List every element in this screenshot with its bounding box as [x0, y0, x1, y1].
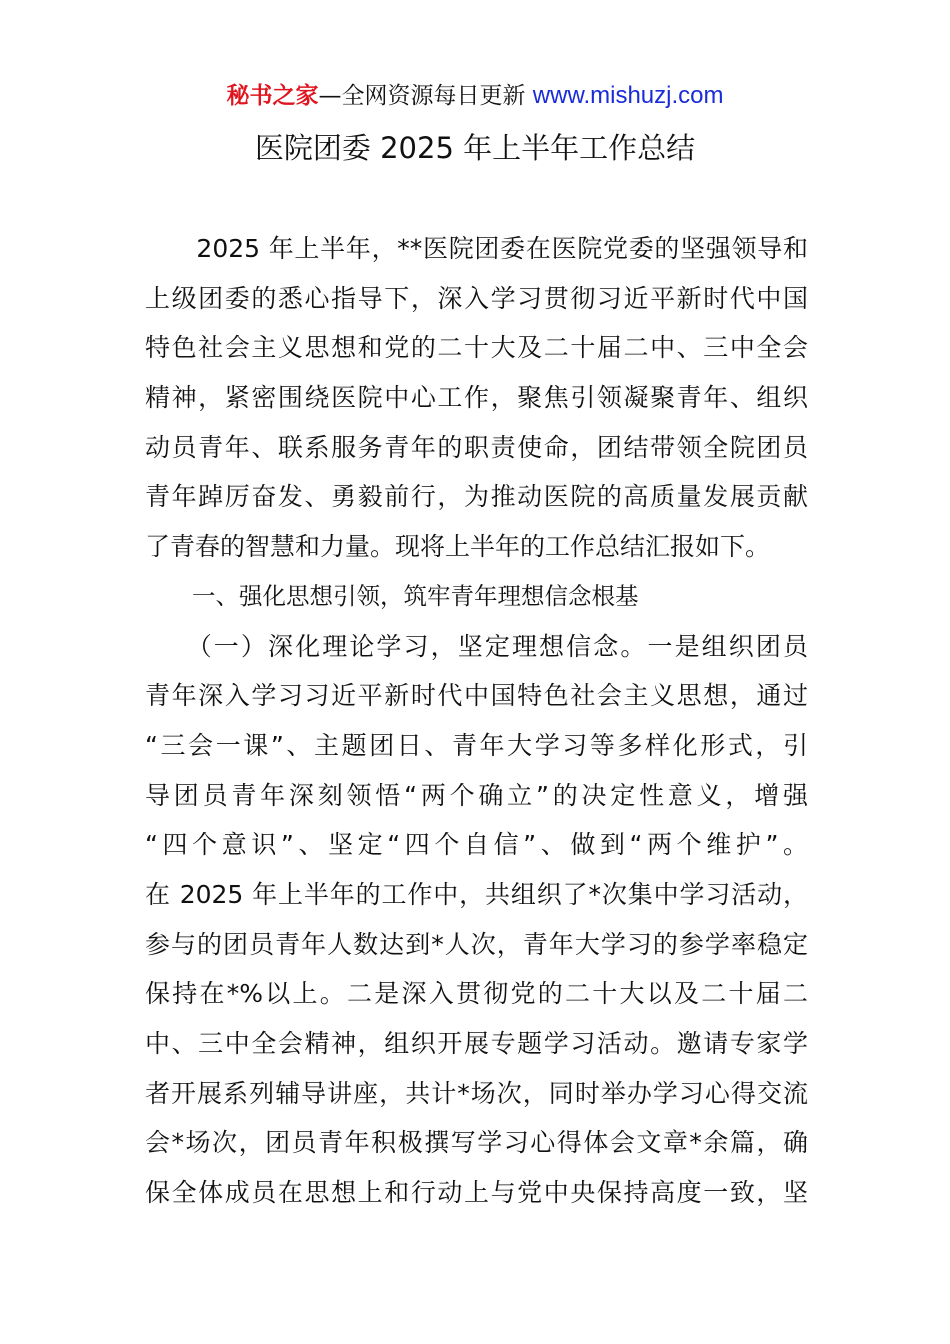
body-line: 会*场次，团员青年积极撰写学习心得体会文章*余篇，确 [145, 1128, 808, 1158]
document-body [145, 224, 808, 1218]
body-line: 青年深入学习习近平新时代中国特色社会主义思想，通过 [145, 681, 808, 711]
body-line: 中、三中全会精神，组织开展专题学习活动。邀请专家学 [145, 1029, 808, 1058]
body-line: （一）深化理论学习，坚定理想信念。一是组织团员 [145, 631, 808, 661]
body-line: 参与的团员青年人数达到*人次，青年大学习的参学率稳定 [145, 929, 808, 959]
body-line: 动员青年、联系服务青年的职责使命，团结带领全院团员 [145, 432, 808, 462]
body-line: 上级团委的悉心指导下，深入学习贯彻习近平新时代中国 [145, 283, 808, 313]
site-url-link[interactable]: www.mishuzj.com [532, 82, 724, 109]
body-line: 青年踔厉奋发、勇毅前行，为推动医院的高质量发展贡献 [145, 482, 808, 512]
site-brand: 秘书之家 [226, 83, 319, 109]
body-line: “四个意识”、坚定“四个自信”、做到“两个维护”。 [145, 830, 808, 860]
body-line: 在 2025 年上半年的工作中，共组织了*次集中学习活动， [145, 879, 808, 909]
body-line: 精神，紧密围绕医院中心工作，聚焦引领凝聚青年、组织 [145, 383, 808, 413]
body-line: 了青春的智慧和力量。现将上半年的工作总结汇报如下。 [145, 532, 771, 562]
body-line: 特色社会主义思想和党的二十大及二十届二中、三中全会 [145, 333, 808, 363]
body-line: 2025 年上半年，**医院团委在医院党委的坚强领导和 [145, 234, 808, 263]
body-line: 保持在*%以上。二是深入贯彻党的二十大以及二十届二 [145, 979, 808, 1009]
site-header [0, 80, 950, 112]
body-line: 者开展系列辅导讲座，共计*场次，同时举办学习心得交流 [145, 1078, 808, 1108]
body-line: 导团员青年深刻领悟“两个确立”的决定性意义，增强 [145, 780, 808, 810]
body-line: 保全体成员在思想上和行动上与党中央保持高度一致，坚 [145, 1178, 808, 1208]
section-heading: 一、强化思想引领，筑牢青年理想信念根基 [145, 581, 639, 610]
document-title: 医院团委 2025 年上半年工作总结 [254, 131, 696, 165]
site-tagline: —全网资源每日更新 [318, 83, 526, 109]
body-line: “三会一课”、主题团日、青年大学习等多样化形式，引 [145, 730, 808, 760]
